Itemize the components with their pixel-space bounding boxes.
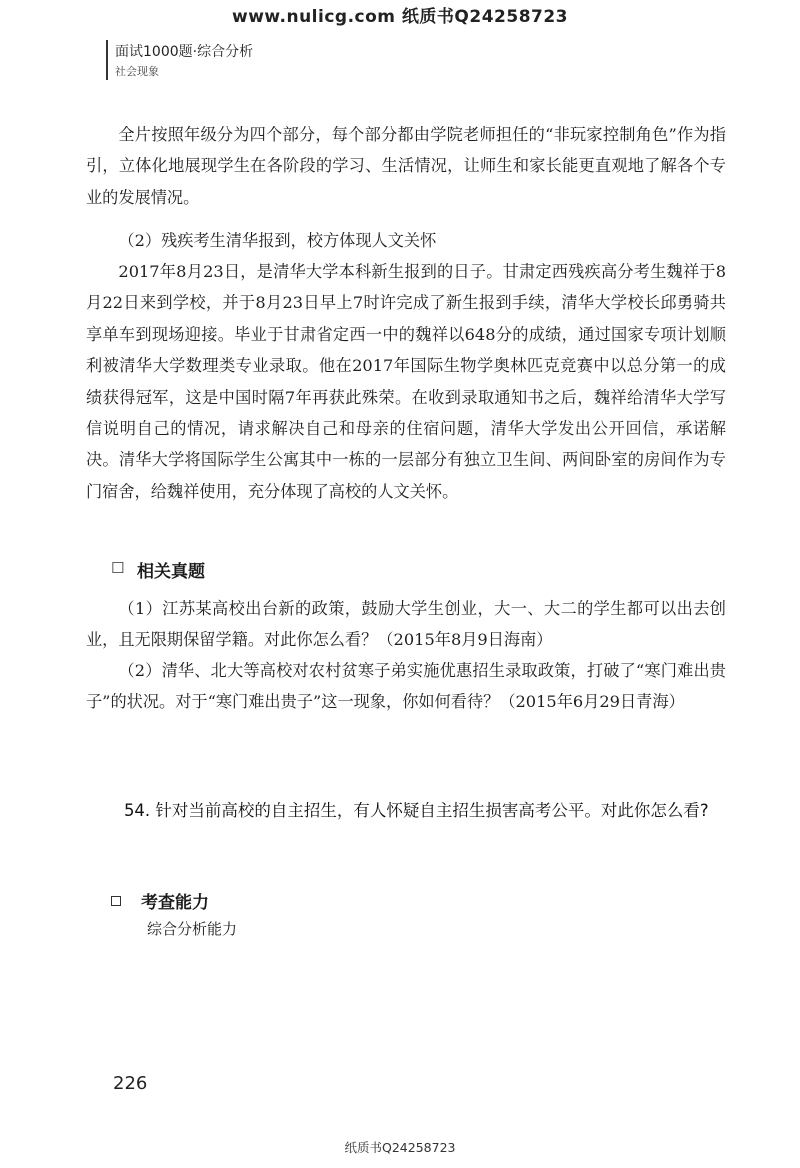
- running-header-title: 面试1000题·综合分析: [115, 44, 254, 60]
- ability-heading: 考查能力: [141, 893, 209, 913]
- running-header-subtitle: 社会现象: [115, 65, 159, 78]
- ability-box-icon: [111, 896, 121, 906]
- bottom-watermark: 纸质书Q24258723: [344, 1140, 456, 1155]
- top-watermark: www.nulicg.com 纸质书Q24258723: [231, 7, 569, 27]
- header-divider: [106, 40, 108, 80]
- related-questions-icon: ☐: [111, 559, 125, 577]
- related-questions-heading: 相关真题: [137, 562, 205, 582]
- related-question-2: （2）清华、北大等高校对农村贫寒子弟实施优惠招生录取政策，打破了“寒门难出贵子”的状况。对于“寒门难出贵子”这一现象，你如何看待？（2015年6月29日青海）: [86, 661, 726, 712]
- paragraph-intro: 全片按照年级分为四个部分，每个部分都由学院老师担任的“非玩家控制角色”作为指引，立体化地展现学生在各阶段的学习、生活情况，让师生和家长能更直观地了解各个专业的发展情况。: [86, 125, 726, 207]
- ability-text: 综合分析能力: [147, 920, 238, 938]
- paragraph-case-2: 2017年8月23日，是清华大学本科新生报到的日子。甘肃定西残疾高分考生魏祥于8月22日来到学校，并于8月23日早上7时许完成了新生报到手续，清华大学校长邱勇骑共享单车到现场迎接。毕业于甘肃省定西一中的魏祥以648分的成绩，通过国家专项计划顺利被清华大学数理类专业录取。他在2017年国际生物学奥林匹克竞赛中以总分第一的成绩获得冠军，这是中国时隔7年再获此殊荣。在收到录取通知书之后，魏祥给清华大学写信说明自己的情况，请求解决自己和母亲的住宿问题，清华大学发出公开回信，承诺解决。清华大学将国际学生公寓其中一栋的一层部分有独立卫生间、两间卧室的房间作为专门宿舍，给魏祥使用，充分体现了高校的人文关怀。: [86, 262, 726, 501]
- question-54: 54. 针对当前高校的自主招生，有人怀疑自主招生损害高考公平。对此你怎么看?: [123, 801, 709, 820]
- related-question-1: （1）江苏某高校出台新的政策，鼓励大学生创业，大一、大二的学生都可以出去创业，且无限期保留学籍。对此你怎么看？（2015年8月9日海南）: [86, 599, 726, 650]
- page-number: 226: [113, 1073, 148, 1094]
- subheading-case-2: （2）残疾考生清华报到，校方体现人文关怀: [118, 231, 437, 250]
